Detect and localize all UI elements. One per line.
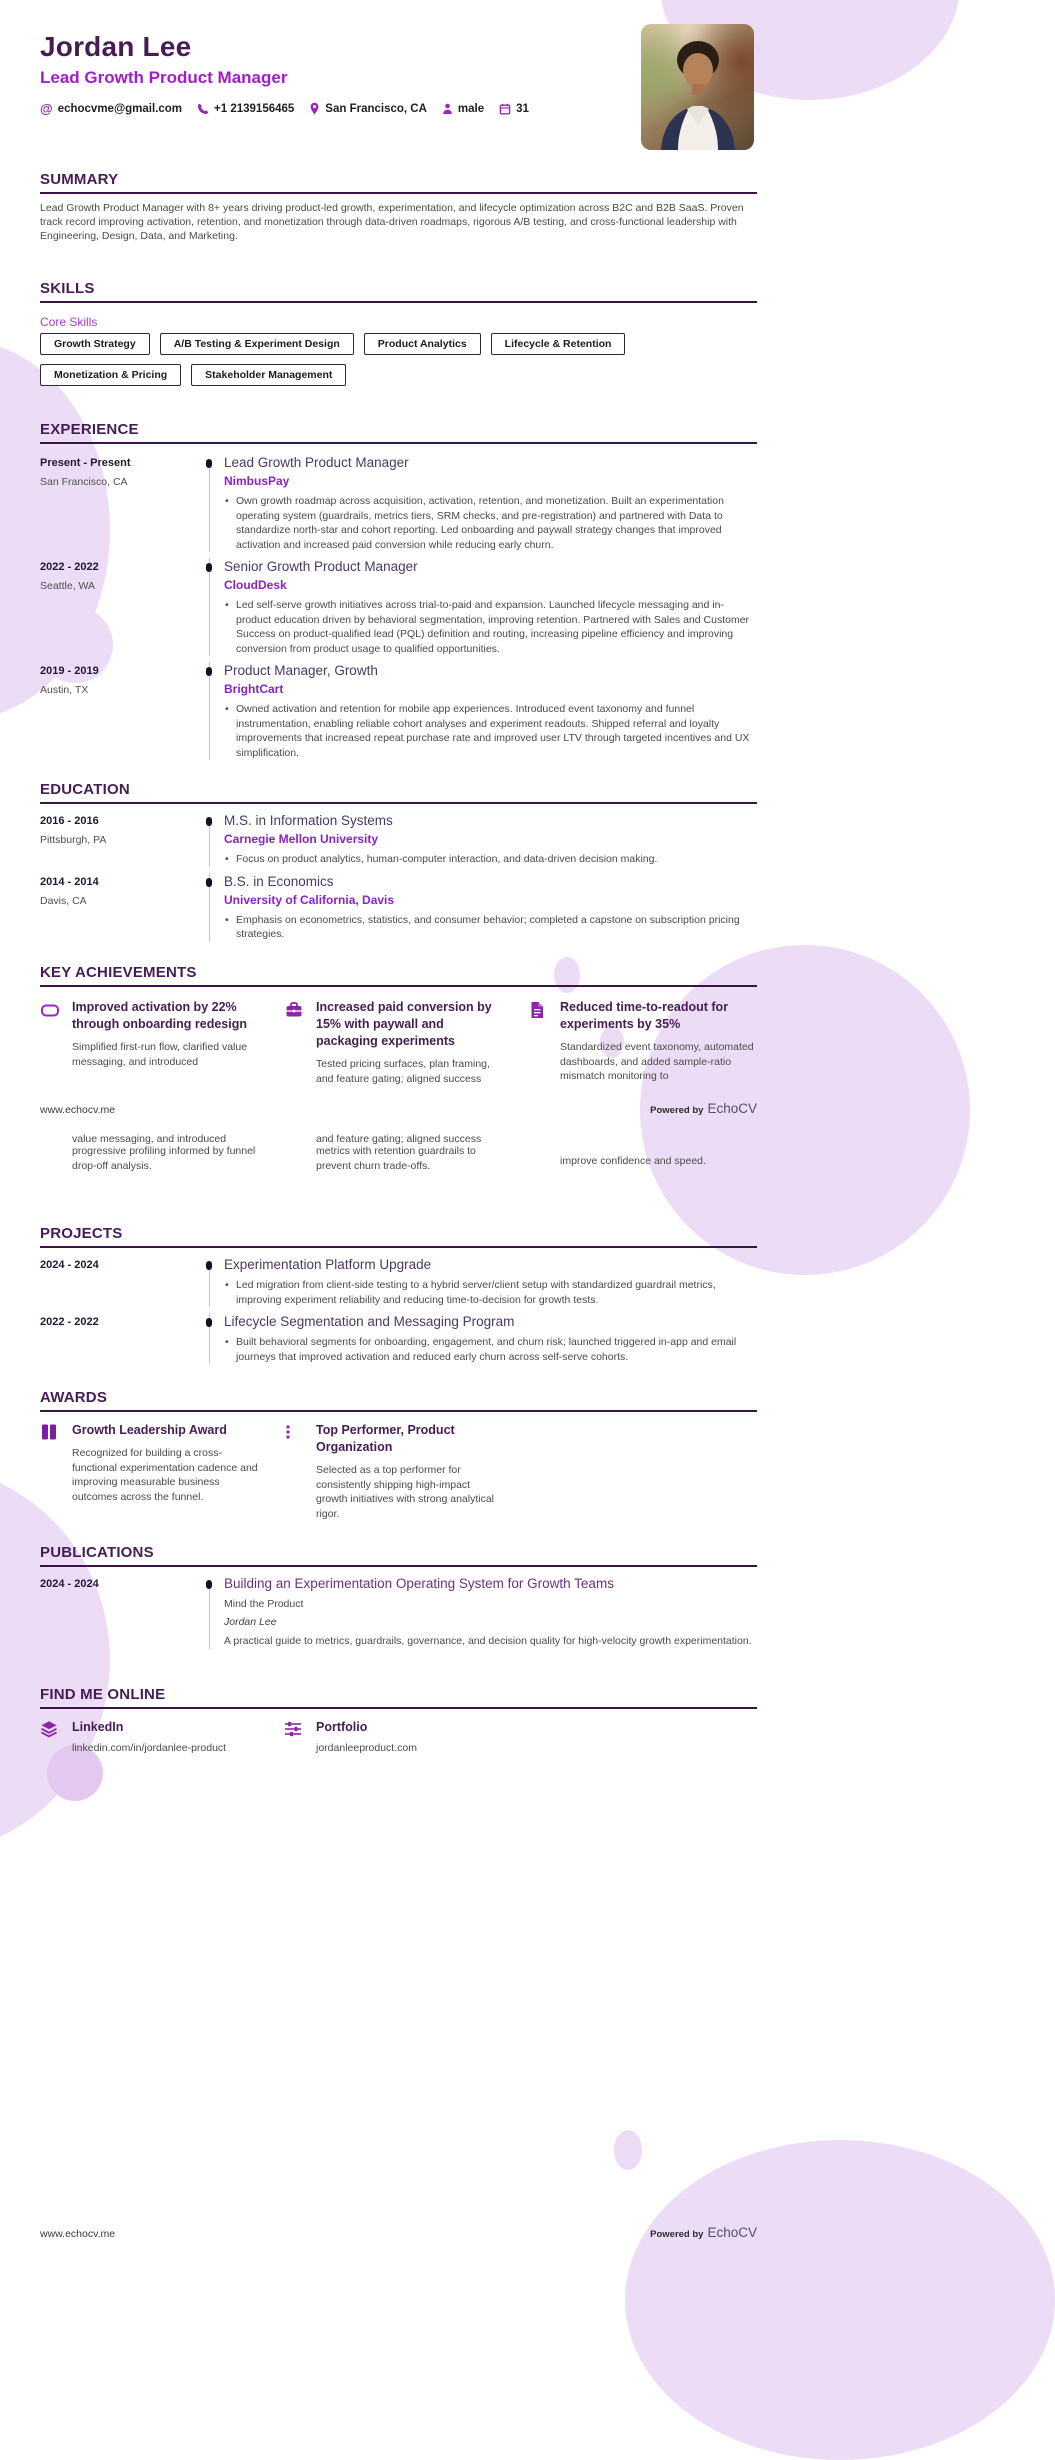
achievement-desc: Simplified first-run flow, clarified value messaging, and introduced [72,1041,248,1068]
skill-tag: Product Analytics [364,333,481,355]
section-heading: PUBLICATIONS [40,1545,757,1567]
publication-entry [40,1575,757,1649]
entry-dates: 2022 - 2022 [40,1316,99,1328]
phone-icon [197,103,209,115]
publication-author: Jordan Lee [224,1616,277,1628]
achievement-title: Improved activation by 22% through onboarding redesign [72,1000,247,1031]
entry-school: University of California, Davis [224,892,395,907]
section-heading: SUMMARY [40,172,757,194]
award-item [284,1422,528,1521]
entry-company: BrightCart [224,682,284,696]
findme-label: Portfolio [316,1720,368,1734]
timeline-dot-icon [206,1261,212,1270]
entry-dates: Present - Present [40,457,131,469]
section-experience [40,422,757,760]
achievement-desc: Standardized event taxonomy, automated dashboards, and added sample-ratio mismatch monitoring to [560,1041,754,1082]
entry-location: San Francisco, CA [40,476,128,488]
contact-row [40,101,529,116]
contact-gender: male [442,103,484,115]
entry-company: CloudDesk [224,578,287,592]
document-icon [528,999,550,1086]
skill-tag: Monetization & Pricing [40,364,181,386]
experience-entry [40,454,757,552]
book-icon [40,1422,62,1521]
timeline [196,812,224,867]
contact-location: San Francisco, CA [309,102,427,115]
footer-powered: Powered by EchoCV [650,1101,757,1116]
summary-text: Lead Growth Product Manager with 8+ years driving product-led growth, experimentation, and lifecycle optimization across B2C and B2B SaaS. Proven track record improving activation, retention, and monetization through data-driven roadmaps, rigorous A/B testing, and cross-functional leadership with Engineering, Design, Data, and Marketing. [40,202,744,242]
achievement-item [40,999,284,1086]
blob-left-pubs [0,1465,110,1855]
timeline [196,662,224,760]
achievement-item [528,999,772,1086]
achievement-title: Increased paid conversion by 15% with paywall and packaging experiments [316,1000,492,1048]
footer-site-link[interactable]: www.echocv.me [40,2228,116,2240]
section-heading: SKILLS [40,281,757,303]
entry-dates: 2019 - 2019 [40,665,99,677]
entry-bullet: • Led self-serve growth initiatives across trial-to-paid and expansion. Launched lifecycle messaging and in-product education driven by behavioral segmentation, improving retention. Partnered with Sales and Customer Success on product-qualified lead (PQL) definition and routing, increasing pipeline efficiency and improving conversion from product usage to qualified opportunities. [224,598,757,656]
timeline-dot-icon [206,563,212,572]
achievement-continued [284,1133,528,1173]
section-achievements [40,965,757,1086]
timeline-dot-icon [206,817,212,826]
achievements-continued [40,1133,757,1173]
award-title: Top Performer, Product Organization [316,1423,455,1454]
publication-publisher: Mind the Product [224,1598,304,1610]
section-projects [40,1226,757,1364]
section-heading: FIND ME ONLINE [40,1687,757,1709]
header [40,32,529,116]
timeline-dot-icon [206,1580,212,1589]
entry-title: Product Manager, Growth [224,663,378,678]
timeline [196,558,224,656]
entry-dates: 2024 - 2024 [40,1259,99,1271]
section-heading: EDUCATION [40,782,757,804]
blob-bottom-small [614,2130,642,2170]
entry-dates: 2024 - 2024 [40,1578,99,1590]
contact-age: 31 [499,103,529,115]
page-footer [40,1100,757,1118]
section-skills [40,281,757,395]
entry-degree: B.S. in Economics [224,873,334,889]
contact-phone[interactable]: +1 2139156465 [197,103,294,115]
entry-title: Experimentation Platform Upgrade [224,1257,432,1272]
footer-powered: Powered by EchoCV [650,2225,757,2240]
publication-title: Building an Experimentation Operating System for Growth Teams [224,1576,614,1591]
entry-bullet: • Emphasis on econometrics, statistics, and consumer behavior; completed a capstone on subscription pricing strategies. [224,913,757,942]
findme-item-portfolio [284,1719,528,1755]
experience-entry [40,662,757,760]
section-heading: AWARDS [40,1390,757,1412]
job-title: Lead Growth Product Manager [40,68,288,87]
section-heading: PROJECTS [40,1226,757,1248]
section-heading: EXPERIENCE [40,422,757,444]
experience-entry [40,558,757,656]
avatar [641,24,754,150]
entry-bullet: • Built behavioral segments for onboarding, engagement, and churn risk; launched triggered in-app and email journeys that improved activation and reduced early churn across self-serve cohorts. [224,1335,757,1364]
clipped-line-fragment: and feature gating; aligned success [316,1133,482,1145]
skill-tags [40,333,757,395]
at-icon: @ [40,101,53,116]
entry-bullet: • Own growth roadmap across acquisition, activation, retention, and monetization. Built an experimentation operating system (guardrails, metrics tiers, SRM checks, and pre-registration) and partnered with Data to standardize north-star and cohort reporting. Led onboarding and paywall strategy changes that improved activation and increased paid conversion while reducing early churn. [224,494,757,552]
achievement-desc: progressive profiling informed by funnel drop-off analysis. [72,1145,256,1172]
contact-email[interactable]: @ echocvme@gmail.com [40,101,183,116]
section-heading: KEY ACHIEVEMENTS [40,965,757,987]
findme-url[interactable]: linkedin.com/in/jordanlee-product [72,1742,227,1754]
project-entry [40,1256,757,1307]
skill-tag: Growth Strategy [40,333,150,355]
briefcase-icon [284,999,306,1086]
skill-tag: A/B Testing & Experiment Design [160,333,354,355]
timeline [196,1575,224,1649]
clipped-line-fragment: value messaging, and introduced [72,1133,227,1145]
entry-dates: 2016 - 2016 [40,815,99,827]
education-entry [40,873,757,942]
award-desc: Recognized for building a cross-functional experimentation cadence and improving measurable business outcomes across the funnel. [72,1447,258,1503]
entry-location: Davis, CA [40,894,87,907]
person-icon [442,103,453,115]
timeline-dot-icon [206,667,212,676]
skill-tag: Lifecycle & Retention [491,333,626,355]
timeline [196,1256,224,1307]
achievement-desc: Tested pricing surfaces, plan framing, and feature gating; aligned success [316,1058,490,1085]
dots-vertical-icon [284,1422,306,1521]
timeline [196,873,224,942]
page-footer [40,2224,757,2242]
project-entry [40,1313,757,1364]
section-findme [40,1687,757,1755]
linkedin-icon [40,1719,62,1755]
blob-bottom-right [625,2140,1055,2460]
findme-label: LinkedIn [72,1720,124,1734]
achievement-desc: improve confidence and speed. [560,1155,706,1167]
section-summary [40,172,757,243]
award-desc: Selected as a top performer for consistently shipping high-impact growth initiatives with strong analytical rigor. [316,1464,494,1520]
entry-location: Austin, TX [40,684,89,696]
section-awards [40,1390,757,1521]
timeline-dot-icon [206,1318,212,1327]
entry-bullet: • Owned activation and retention for mobile app experiences. Introduced event taxonomy and funnel instrumentation, enabling reliable cohort analyses and experiment readouts. Shipped referral and loyalty improvements that increased repeat purchase rate and improved user LTV through targeted incentives and UX simplification. [224,702,757,760]
findme-item-linkedin [40,1719,284,1755]
footer-site-link[interactable]: www.echocv.me [40,1104,116,1116]
entry-location: Pittsburgh, PA [40,834,107,846]
findme-url[interactable]: jordanleeproduct.com [316,1742,417,1754]
entry-degree: M.S. in Information Systems [224,813,393,828]
entry-title: Lifecycle Segmentation and Messaging Program [224,1314,515,1329]
timeline-dot-icon [206,878,212,887]
award-title: Growth Leadership Award [72,1423,227,1437]
entry-dates: 2022 - 2022 [40,561,99,573]
timeline [196,1313,224,1364]
person-portrait-illustration [641,24,754,150]
brand-logo: EchoCV [707,2225,757,2240]
entry-company: NimbusPay [224,474,290,488]
skill-tag: Stakeholder Management [191,364,346,386]
entry-bullet: • Focus on product analytics, human-computer interaction, and data-driven decision making. [224,852,757,867]
achievement-item [284,999,528,1086]
education-entry [40,812,757,867]
entry-title: Senior Growth Product Manager [224,559,418,574]
skills-group-label: Core Skills [40,315,98,329]
publication-desc: A practical guide to metrics, guardrails, governance, and decision quality for high-velocity growth experimentation. [224,1635,752,1647]
timeline-dot-icon [206,459,212,468]
achievement-title: Reduced time-to-readout for experiments by 35% [560,1000,729,1031]
window-icon [40,999,62,1086]
calendar-icon [499,103,511,115]
award-item [40,1422,284,1521]
entry-location: Seattle, WA [40,580,96,592]
location-icon [309,102,320,115]
entry-bullet: • Led migration from client-side testing to a hybrid server/client setup with standardized guardrail metrics, improving experiment reliability and reducing time-to-decision for growth tests. [224,1278,757,1307]
achievement-continued [40,1133,284,1173]
achievement-continued [528,1142,772,1173]
entry-title: Lead Growth Product Manager [224,455,409,470]
entry-school: Carnegie Mellon University [224,832,379,846]
portfolio-icon [284,1719,306,1755]
achievement-desc: metrics with retention guardrails to prevent churn trade-offs. [316,1145,476,1172]
entry-dates: 2014 - 2014 [40,875,99,888]
timeline [196,454,224,552]
page-title: Jordan Lee [40,31,192,62]
section-education [40,782,757,942]
section-publications [40,1545,757,1649]
brand-logo: EchoCV [707,1101,757,1116]
